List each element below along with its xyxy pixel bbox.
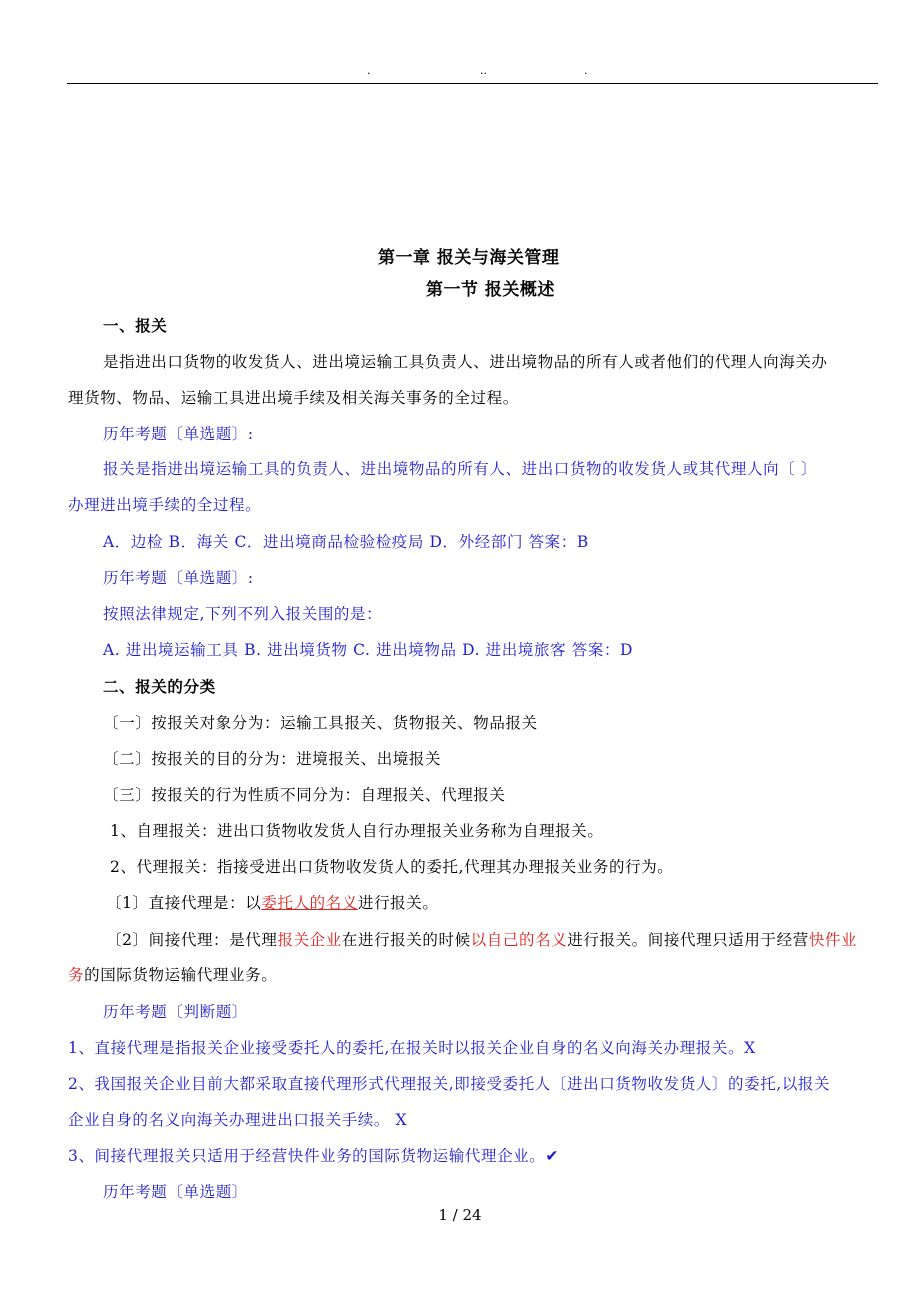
judge-item: 3、间接代理报关只适用于经营快件业务的国际货物运输代理企业。✔ (68, 1147, 559, 1165)
exam-label: 历年考题〔单选题〕: (103, 569, 254, 587)
judge-item: 2、我国报关企业目前大都采取直接代理形式代理报关,即接受委托人〔进出口货物收发货人〕的委托,以报关 (68, 1075, 831, 1093)
header-marks (0, 64, 920, 80)
page-number: 1 / 24 (438, 1206, 482, 1224)
category-line: 〔三〕按报关的行为性质不同分为：自理报关、代理报关 (103, 786, 506, 804)
text-segment: 进行报关。 (357, 894, 439, 912)
indirect-agency-line (106, 930, 857, 950)
direct-agency-line (106, 893, 439, 913)
header-mark: . (584, 64, 588, 77)
answer-options: A．边检 B．海关 C．进出境商品检验检疫局 D．外经部门 答案：B (103, 533, 589, 551)
judge-item: 企业自身的名义向海关办理进出口报关手续。 X (68, 1111, 408, 1129)
question-line: 办理进出境手续的全过程。 (68, 496, 262, 514)
exam-label: 历年考题〔判断题〕 (103, 1003, 248, 1021)
text-segment: 〔1〕直接代理是：以 (106, 894, 262, 912)
text-segment: 的国际货物运输代理业务。 (84, 966, 278, 984)
highlight-text: 委托人的名义 (261, 894, 358, 912)
highlight-text: 报关企业 (277, 931, 342, 949)
definition-line: 2、代理报关：指接受进出口货物收发货人的委托,代理其办理报关业务的行为。 (110, 858, 674, 876)
chapter-title: 第一章 报关与海关管理 (378, 248, 560, 268)
exam-label: 历年考题〔单选题〕 (103, 1183, 248, 1201)
highlight-text: 务 (68, 966, 85, 984)
definition-line: 1、自理报关：进出口货物收发货人自行办理报关业务称为自理报关。 (110, 822, 604, 840)
question-line: 按照法律规定,下列不列入报关围的是： (103, 605, 383, 623)
highlight-text: 快件业 (808, 931, 858, 949)
highlight-text: 以自己的名义 (470, 931, 568, 949)
exam-label: 历年考题〔单选题〕: (103, 425, 254, 443)
paragraph-line: 理货物、物品、运输工具进出境手续及相关海关事务的全过程。 (68, 389, 519, 407)
heading-2: 二、报关的分类 (103, 677, 216, 696)
answer-options: A. 进出境运输工具 B. 进出境货物 C. 进出境物品 D. 进出境旅客 答案：D (103, 641, 634, 659)
indirect-agency-line-cont (68, 965, 277, 985)
judge-item: 1、直接代理是指报关企业接受委托人的委托,在报关时以报关企业自身的名义向海关办理报关。X (68, 1039, 756, 1057)
category-line: 〔一〕按报关对象分为：运输工具报关、货物报关、物品报关 (103, 714, 538, 732)
text-segment: 〔2〕间接代理：是代理 (106, 931, 278, 949)
text-segment: 进行报关。间接代理只适用于经营 (567, 931, 809, 949)
header-mark: . (367, 64, 371, 77)
section-title: 第一节 报关概述 (426, 280, 555, 300)
header-rule (67, 83, 878, 84)
question-line: 报关是指进出境运输工具的负责人、进出境物品的所有人、进出口货物的收发货人或其代理人向〔 〕 (103, 460, 817, 478)
header-mark: .. (480, 64, 487, 77)
text-segment: 在进行报关的时候 (341, 931, 471, 949)
category-line: 〔二〕按报关的目的分为：进境报关、出境报关 (103, 750, 442, 768)
heading-1: 一、报关 (103, 316, 168, 335)
paragraph-line: 是指进出口货物的收发货人、进出境运输工具负责人、进出境物品的所有人或者他们的代理人向海关办 (103, 353, 828, 371)
